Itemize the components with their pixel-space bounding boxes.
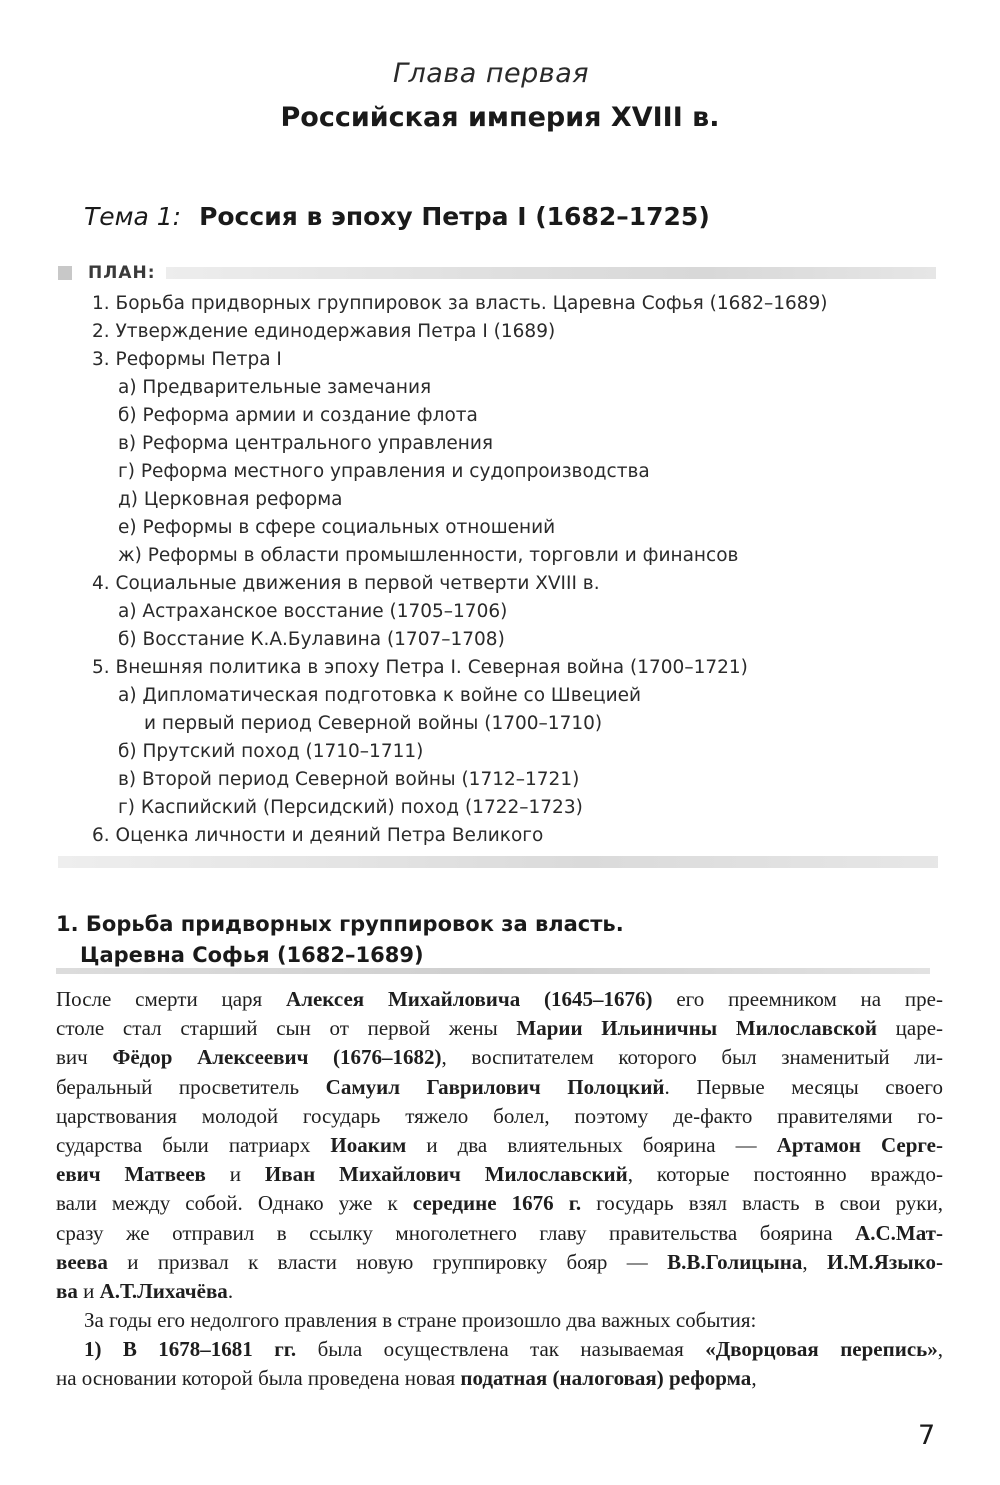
bold-text: податная (налоговая) реформа <box>460 1366 752 1391</box>
text-run: , которые постоянно враждо- <box>627 1162 943 1187</box>
page-number: 7 <box>918 1420 936 1451</box>
bold-text: «Дворцовая перепись» <box>705 1337 938 1362</box>
bold-text: евич Матвеев <box>56 1162 206 1187</box>
section-divider <box>56 968 930 974</box>
body-line <box>56 1102 943 1131</box>
topic-title: Россия в эпоху Петра I (1682–1725) <box>199 202 710 231</box>
text-run: и <box>205 1162 265 1187</box>
plan-item: д) Церковная реформа <box>118 489 343 510</box>
plan-item: 3. Реформы Петра I <box>92 349 282 370</box>
plan-item: е) Реформы в сфере социальных отношений <box>118 517 556 538</box>
plan-item: б) Реформа армии и создание флота <box>118 405 478 426</box>
plan-item: 2. Утверждение единодержавия Петра I (1689) <box>92 321 556 342</box>
text-run: государь взял власть в свои руки, <box>581 1191 943 1216</box>
chapter-label: Глава первая <box>393 58 589 89</box>
text-run: была осуществлена так называемая <box>296 1337 706 1362</box>
text-run: . Первые месяцы своего <box>664 1074 943 1099</box>
text-run: . <box>227 1278 234 1303</box>
text-run: После смерти царя <box>56 987 287 1011</box>
plan-divider <box>166 267 936 279</box>
body-line <box>56 1248 943 1277</box>
text-run: на основании которой была проведена новая <box>56 1366 461 1391</box>
plan-item: а) Астраханское восстание (1705–1706) <box>118 601 508 622</box>
plan-item: б) Прутский поход (1710–1711) <box>118 741 424 762</box>
plan-item: 4. Социальные движения в первой четверти XVIII в. <box>92 573 600 594</box>
bold-text: Иоаким <box>330 1132 407 1157</box>
bold-text: А.Т.Лихачёва <box>99 1278 228 1303</box>
text-run: вич <box>56 1045 113 1070</box>
plan-item: в) Второй период Северной войны (1712–1721) <box>118 769 580 790</box>
body-line <box>56 1277 943 1306</box>
body-line <box>56 1189 943 1218</box>
plan-header <box>58 262 936 284</box>
plan-bottom-divider <box>58 856 938 868</box>
bold-text: Артамон Серге- <box>776 1132 943 1157</box>
plan-item: а) Предварительные замечания <box>118 377 432 398</box>
body-text <box>56 985 943 1394</box>
plan-item: б) Восстание К.А.Булавина (1707–1708) <box>118 629 505 650</box>
text-run: царе- <box>876 1016 944 1041</box>
plan-item: г) Каспийский (Персидский) поход (1722–1723) <box>118 797 583 818</box>
topic-label: Тема 1: <box>84 202 182 231</box>
bold-text: Фёдор Алексеевич (1676–1682) <box>112 1045 442 1070</box>
text-run: , воспитателем которого был знаменитый ли- <box>441 1045 943 1070</box>
plan-item: ж) Реформы в области промышленности, торговли и финансов <box>118 545 739 566</box>
body-line <box>56 1306 943 1335</box>
body-line <box>56 985 943 1014</box>
text-run: и призвал к власти новую группировку бояр — <box>107 1249 668 1274</box>
body-line <box>56 1073 943 1102</box>
text-run: сразу же отправил в ссылку многолетнего главу правительства боярина <box>56 1220 856 1245</box>
bold-text: Самуил Гаврилович Полоцкий <box>325 1074 665 1099</box>
plan-item: 5. Внешняя политика в эпоху Петра I. Северная война (1700–1721) <box>92 657 748 678</box>
bold-text: середине 1676 г. <box>412 1191 582 1216</box>
text-run: столе стал старший сын от первой жены <box>56 1016 517 1041</box>
body-line <box>56 1160 943 1189</box>
body-line <box>56 1335 943 1364</box>
bold-text: И.М.Языко- <box>827 1249 943 1274</box>
text-run: За годы его недолгого правления в стране произошло два важных события: <box>84 1308 757 1333</box>
body-line <box>56 1364 943 1393</box>
body-line <box>56 1043 943 1072</box>
plan-item: 6. Оценка личности и деяний Петра Великого <box>92 825 544 846</box>
plan-item: 1. Борьба придворных группировок за власть. Царевна Софья (1682–1689) <box>92 293 828 314</box>
bold-text: А.С.Мат- <box>855 1220 943 1245</box>
text-run: , <box>802 1249 828 1274</box>
text-run: , <box>937 1337 943 1362</box>
text-run: беральный просветитель <box>56 1074 326 1099</box>
bold-text: 1) В 1678–1681 гг. <box>84 1337 297 1362</box>
plan-item: в) Реформа центрального управления <box>118 433 494 454</box>
plan-square-icon <box>58 266 72 280</box>
plan-item: а) Дипломатическая подготовка к войне со Швецией <box>118 685 641 706</box>
section-title-line1: 1. Борьба придворных группировок за власть. <box>56 912 624 936</box>
text-run: сударства были патриарх <box>56 1132 331 1157</box>
plan-item: г) Реформа местного управления и судопроизводства <box>118 461 650 482</box>
text-run: его преемником на пре- <box>652 987 943 1011</box>
text-run: и <box>77 1278 100 1303</box>
bold-text: ва <box>56 1278 78 1303</box>
section-title-line2: Царевна Софья (1682–1689) <box>80 943 424 967</box>
text-run: вали между собой. Однако уже к <box>56 1191 413 1216</box>
text-run: и два влиятельных боярина — <box>406 1132 777 1157</box>
plan-item: и первый период Северной войны (1700–1710) <box>144 713 603 734</box>
body-line <box>56 1219 943 1248</box>
body-line <box>56 1014 943 1043</box>
bold-text: Алексея Михайловича (1645–1676) <box>286 987 653 1011</box>
text-run: царствования молодой государь тяжело болел, поэтому де-факто правителями го- <box>56 1103 943 1128</box>
bold-text: веева <box>56 1249 108 1274</box>
plan-label: ПЛАН: <box>88 263 156 283</box>
bold-text: Марии Ильиничны Милославской <box>516 1016 877 1041</box>
body-line <box>56 1131 943 1160</box>
plan-list <box>92 290 828 850</box>
topic-heading <box>84 202 710 231</box>
text-run: , <box>751 1366 757 1391</box>
chapter-title: Российская империя XVIII в. <box>280 102 720 133</box>
bold-text: В.В.Голицына <box>667 1249 803 1274</box>
bold-text: Иван Михайлович Милославский <box>264 1162 628 1187</box>
